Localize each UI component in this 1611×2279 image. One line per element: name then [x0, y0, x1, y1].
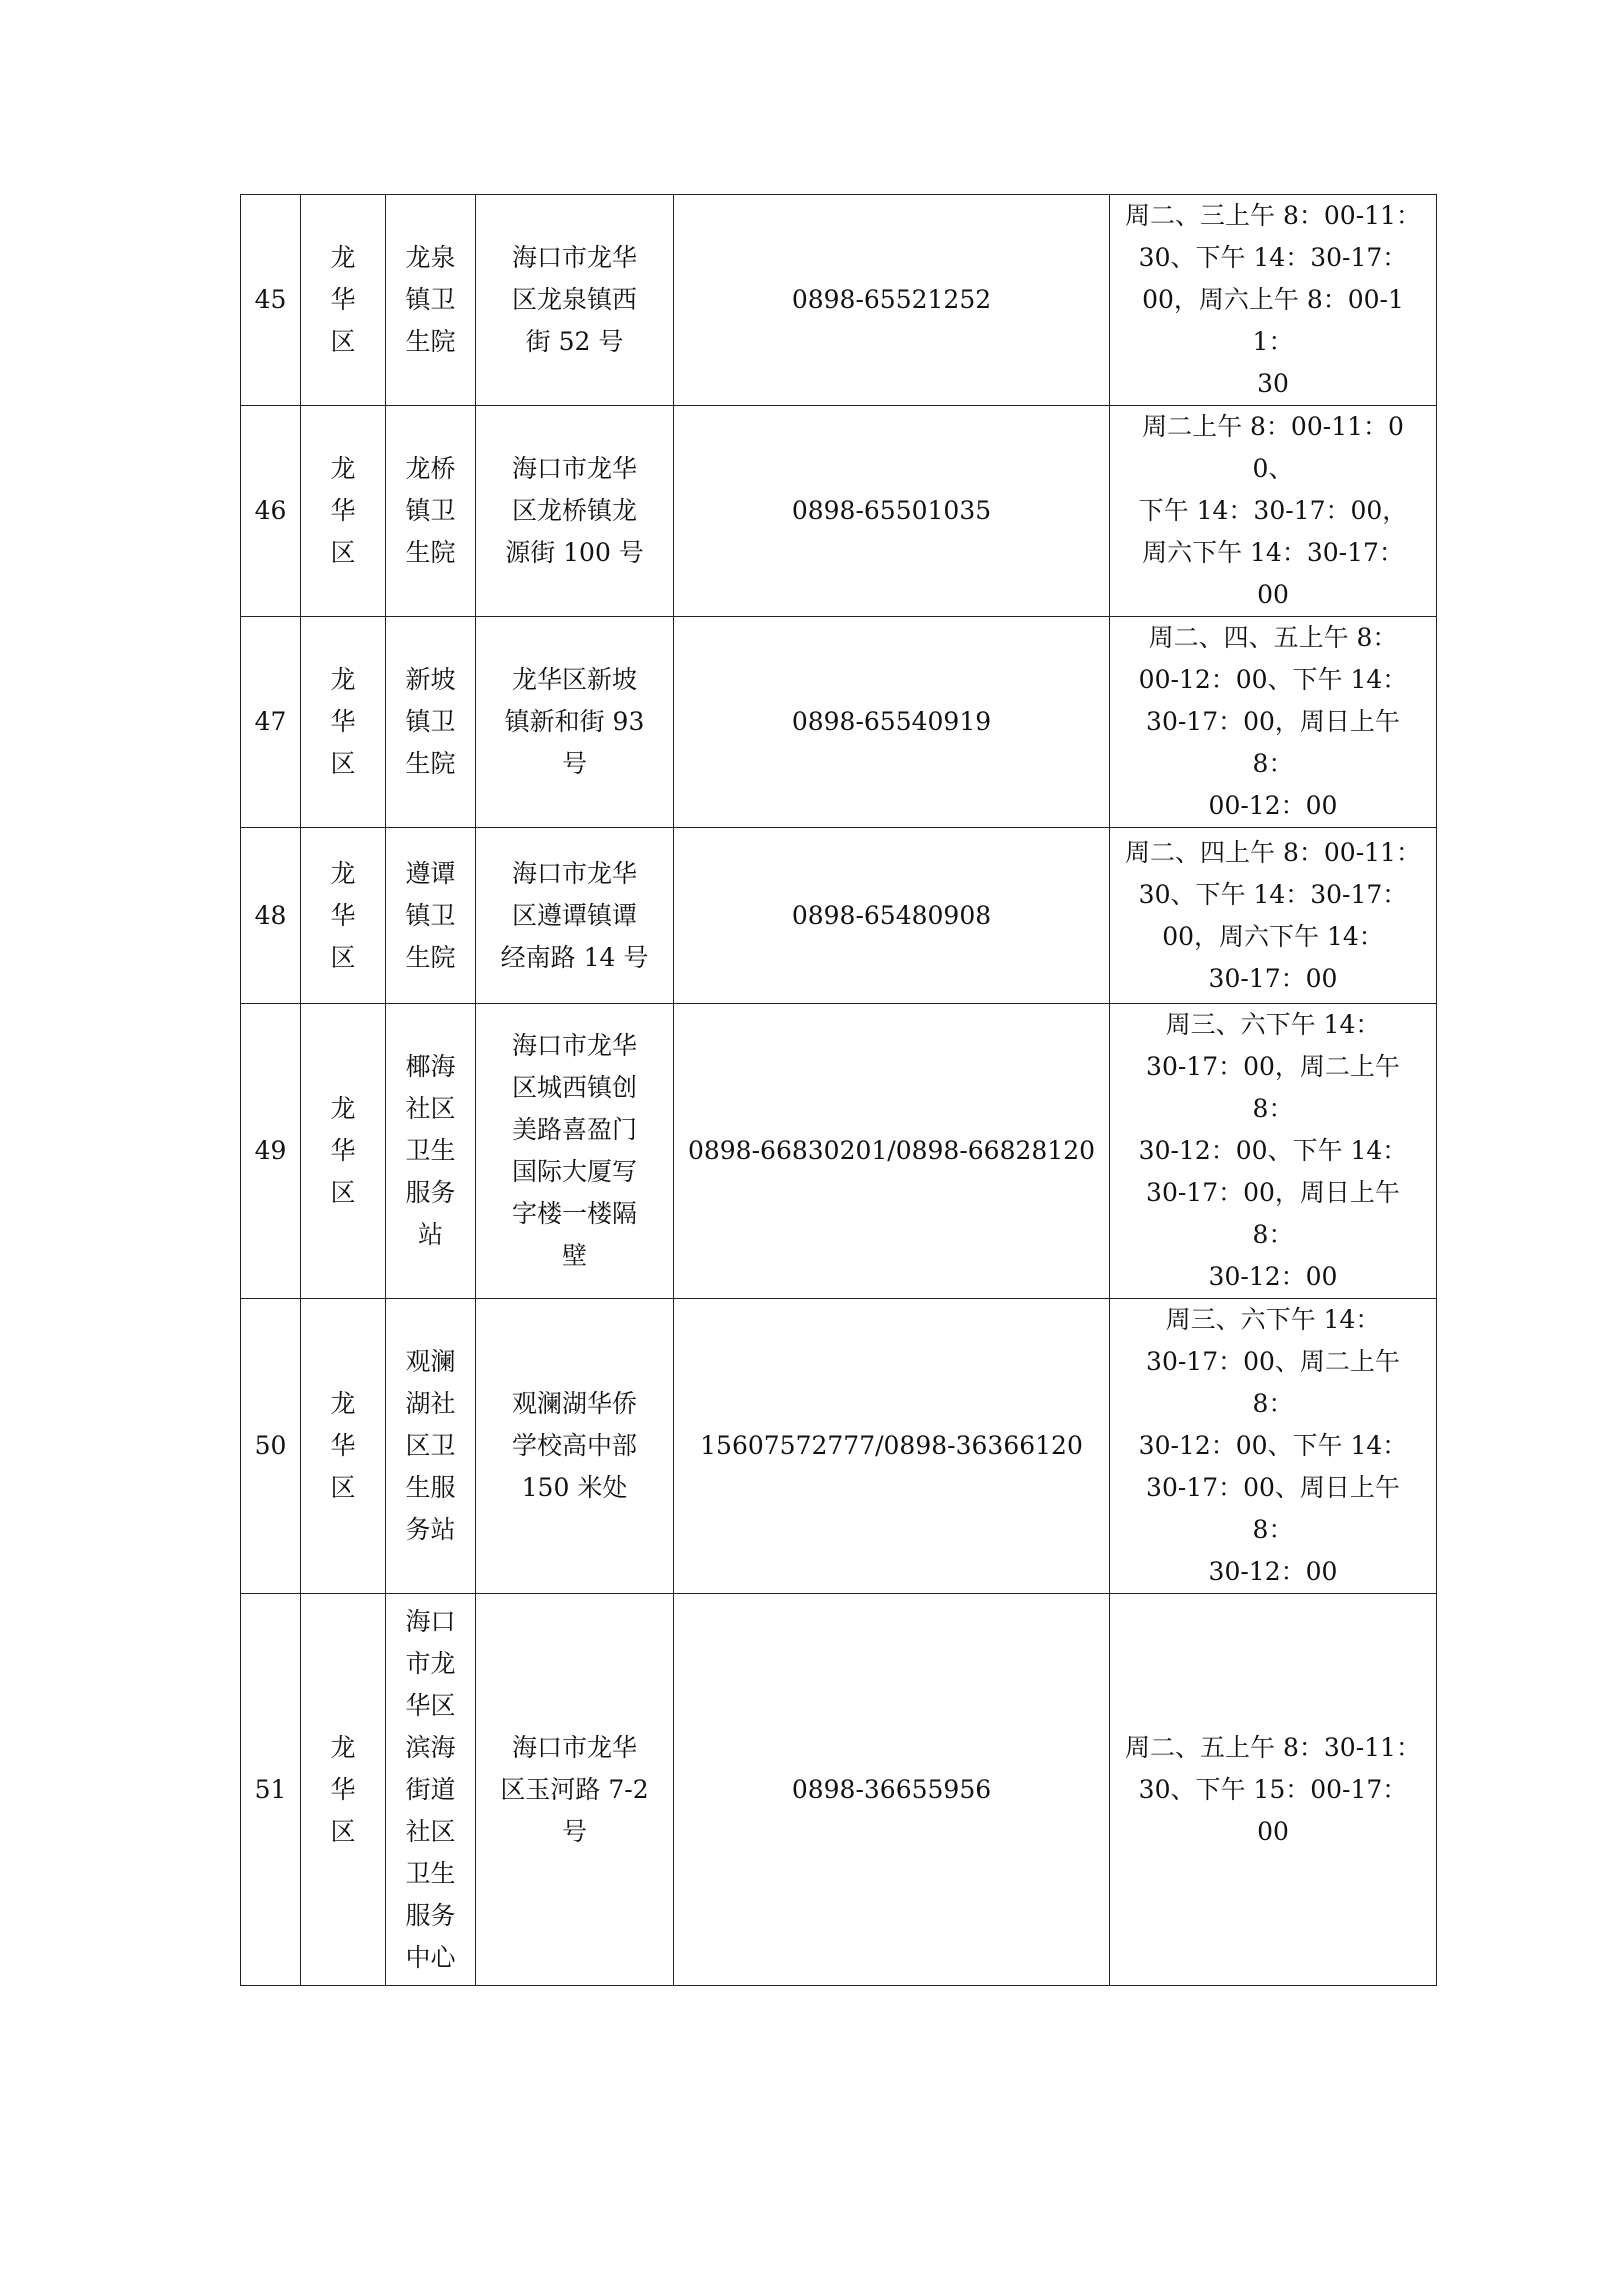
district-name: 龙 华 区 — [330, 454, 356, 567]
row-number: 48 — [254, 900, 287, 930]
address-text: 海口市龙华 区龙泉镇西 街 52 号 — [511, 243, 637, 356]
district-cell — [301, 195, 386, 406]
hours-cell — [1110, 1004, 1437, 1299]
table-row — [241, 1594, 1437, 1986]
address-cell — [476, 828, 674, 1004]
facility-name: 遵谭 镇卫 生院 — [405, 858, 456, 972]
phone-cell — [674, 1299, 1110, 1594]
facility-name: 龙泉 镇卫 生院 — [405, 243, 456, 356]
hours-cell — [1110, 1594, 1437, 1986]
row-number-cell — [241, 1299, 301, 1594]
facility-name-cell — [386, 1299, 476, 1594]
facility-name-cell — [386, 1004, 476, 1299]
address-cell — [476, 617, 674, 828]
hours-cell — [1110, 406, 1437, 617]
service-hours: 周三、六下午 14： 30-17：00、周二上午 8： 30-12：00、下午 14： 30-17：00、周日上午 8： 30-12：00 — [1138, 1305, 1408, 1586]
address-text: 观澜湖华侨 学校高中部 150 米处 — [511, 1389, 637, 1502]
row-number: 50 — [254, 1431, 287, 1460]
district-cell — [301, 1004, 386, 1299]
phone-number: 0898-65521252 — [791, 285, 992, 314]
district-name: 龙 华 区 — [330, 858, 356, 972]
district-name: 龙 华 区 — [330, 1389, 356, 1502]
district-name: 龙 华 区 — [330, 1732, 356, 1846]
district-cell — [301, 1594, 386, 1986]
phone-number: 0898-65501035 — [791, 496, 992, 525]
table-row — [241, 406, 1437, 617]
facility-name: 龙桥 镇卫 生院 — [405, 454, 456, 567]
row-number-cell — [241, 828, 301, 1004]
hours-cell — [1110, 617, 1437, 828]
facility-name: 观澜 湖社 区卫 生服 务站 — [405, 1347, 456, 1544]
address-text: 海口市龙华 区城西镇创 美路喜盈门 国际大厦写 字楼一楼隔 壁 — [511, 1031, 637, 1270]
facility-name-cell — [386, 1594, 476, 1986]
hours-cell — [1110, 1299, 1437, 1594]
table-row — [241, 617, 1437, 828]
address-text: 海口市龙华 区玉河路 7-2 号 — [500, 1732, 649, 1846]
row-number-cell — [241, 195, 301, 406]
facility-name-cell — [386, 195, 476, 406]
service-hours: 周三、六下午 14： 30-17：00，周二上午 8： 30-12：00、下午 14： 30-17：00，周日上午 8： 30-12：00 — [1138, 1010, 1408, 1291]
address-cell — [476, 1299, 674, 1594]
row-number-cell — [241, 1594, 301, 1986]
phone-number: 0898-66830201/0898-66828120 — [687, 1136, 1096, 1165]
hours-cell — [1110, 195, 1437, 406]
facility-name: 椰海 社区 卫生 服务 站 — [405, 1052, 456, 1249]
phone-cell — [674, 406, 1110, 617]
address-text: 海口市龙华 区龙桥镇龙 源街 100 号 — [505, 454, 644, 567]
service-hours: 周二、四上午 8：00-11： 30、下午 14：30-17： 00，周六下午 14： 30-17：00 — [1125, 837, 1421, 993]
address-cell — [476, 195, 674, 406]
row-number-cell — [241, 617, 301, 828]
phone-cell — [674, 1594, 1110, 1986]
facility-name-cell — [386, 828, 476, 1004]
row-number: 46 — [254, 496, 287, 525]
row-number-cell — [241, 406, 301, 617]
district-cell — [301, 617, 386, 828]
district-cell — [301, 406, 386, 617]
address-cell — [476, 1004, 674, 1299]
table-body — [241, 195, 1437, 1986]
district-name: 龙 华 区 — [330, 665, 356, 778]
phone-cell — [674, 1004, 1110, 1299]
facility-name: 海口 市龙 华区 滨海 街道 社区 卫生 服务 中心 — [405, 1606, 456, 1972]
row-number: 51 — [254, 1774, 287, 1804]
service-hours: 周二、三上午 8：00-11： 30、下午 14：30-17： 00，周六上午 8：00-11： 30 — [1125, 201, 1421, 398]
district-name: 龙 华 区 — [330, 243, 356, 356]
address-text: 龙华区新坡 镇新和街 93 号 — [504, 665, 645, 778]
phone-number: 0898-65480908 — [791, 900, 992, 930]
phone-cell — [674, 828, 1110, 1004]
service-hours: 周二、五上午 8：30-11： 30、下午 15：00-17： 00 — [1125, 1732, 1421, 1846]
row-number: 47 — [254, 707, 287, 736]
table-row — [241, 1004, 1437, 1299]
row-number-cell — [241, 1004, 301, 1299]
table-row — [241, 828, 1437, 1004]
district-name: 龙 华 区 — [330, 1094, 356, 1207]
district-cell — [301, 1299, 386, 1594]
hours-cell — [1110, 828, 1437, 1004]
phone-cell — [674, 617, 1110, 828]
phone-number: 15607572777/0898-36366120 — [700, 1431, 1083, 1460]
row-number: 45 — [254, 285, 287, 314]
clinic-table — [240, 194, 1437, 1986]
row-number: 49 — [254, 1136, 287, 1165]
facility-name-cell — [386, 617, 476, 828]
phone-number: 0898-36655956 — [791, 1774, 992, 1804]
service-hours: 周二、四、五上午 8： 00-12：00、下午 14： 30-17：00，周日上午 8： 00-12：00 — [1138, 623, 1408, 820]
facility-name: 新坡 镇卫 生院 — [405, 665, 456, 778]
phone-cell — [674, 195, 1110, 406]
table-row — [241, 195, 1437, 406]
district-cell — [301, 828, 386, 1004]
address-cell — [476, 406, 674, 617]
address-text: 海口市龙华 区遵谭镇谭 经南路 14 号 — [500, 858, 649, 972]
facility-name-cell — [386, 406, 476, 617]
phone-number: 0898-65540919 — [791, 707, 992, 736]
service-hours: 周二上午 8：00-11：00、 下午 14：30-17：00， 周六下午 14：30-17： 00 — [1138, 412, 1408, 609]
table-row — [241, 1299, 1437, 1594]
address-cell — [476, 1594, 674, 1986]
